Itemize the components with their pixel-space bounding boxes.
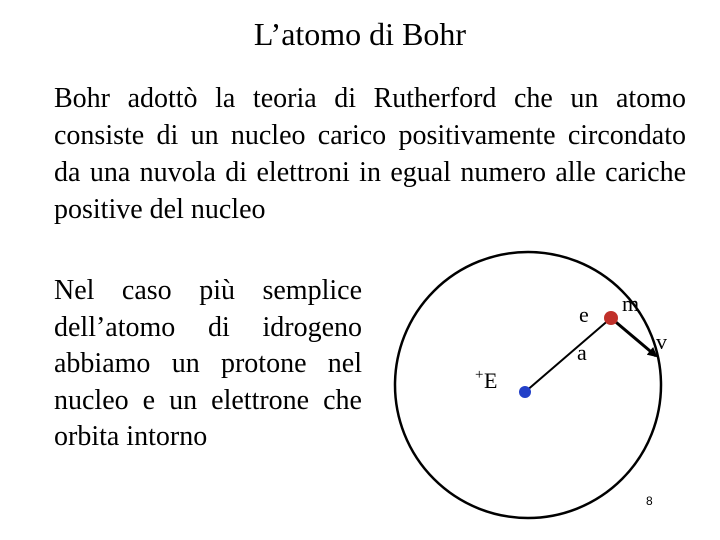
slide-title: L’atomo di Bohr	[253, 16, 467, 52]
orbit-radius-line	[525, 318, 611, 392]
mass-label: m	[622, 291, 640, 316]
electron	[604, 311, 618, 325]
intro-paragraph: Bohr adottò la teoria di Rutherford che un atomo consiste di un nucleo carico positivamente circondato da una nuvola di elettroni in egual numero alle cariche positive del nucleo	[54, 83, 686, 225]
nucleus-label: E	[484, 368, 498, 393]
radius-label: a	[577, 340, 587, 365]
slide-number: 8	[646, 494, 653, 508]
velocity-arrow	[611, 318, 656, 356]
nucleus-charge-label: +	[475, 367, 484, 383]
nucleus	[519, 386, 531, 398]
hydrogen-description: Nel caso più semplice dell’atomo di idrogeno abbiamo un protone nel nucleo e un elettrone che orbita intorno	[54, 275, 362, 452]
electron-label: e	[579, 302, 589, 327]
velocity-label: v	[656, 329, 667, 354]
